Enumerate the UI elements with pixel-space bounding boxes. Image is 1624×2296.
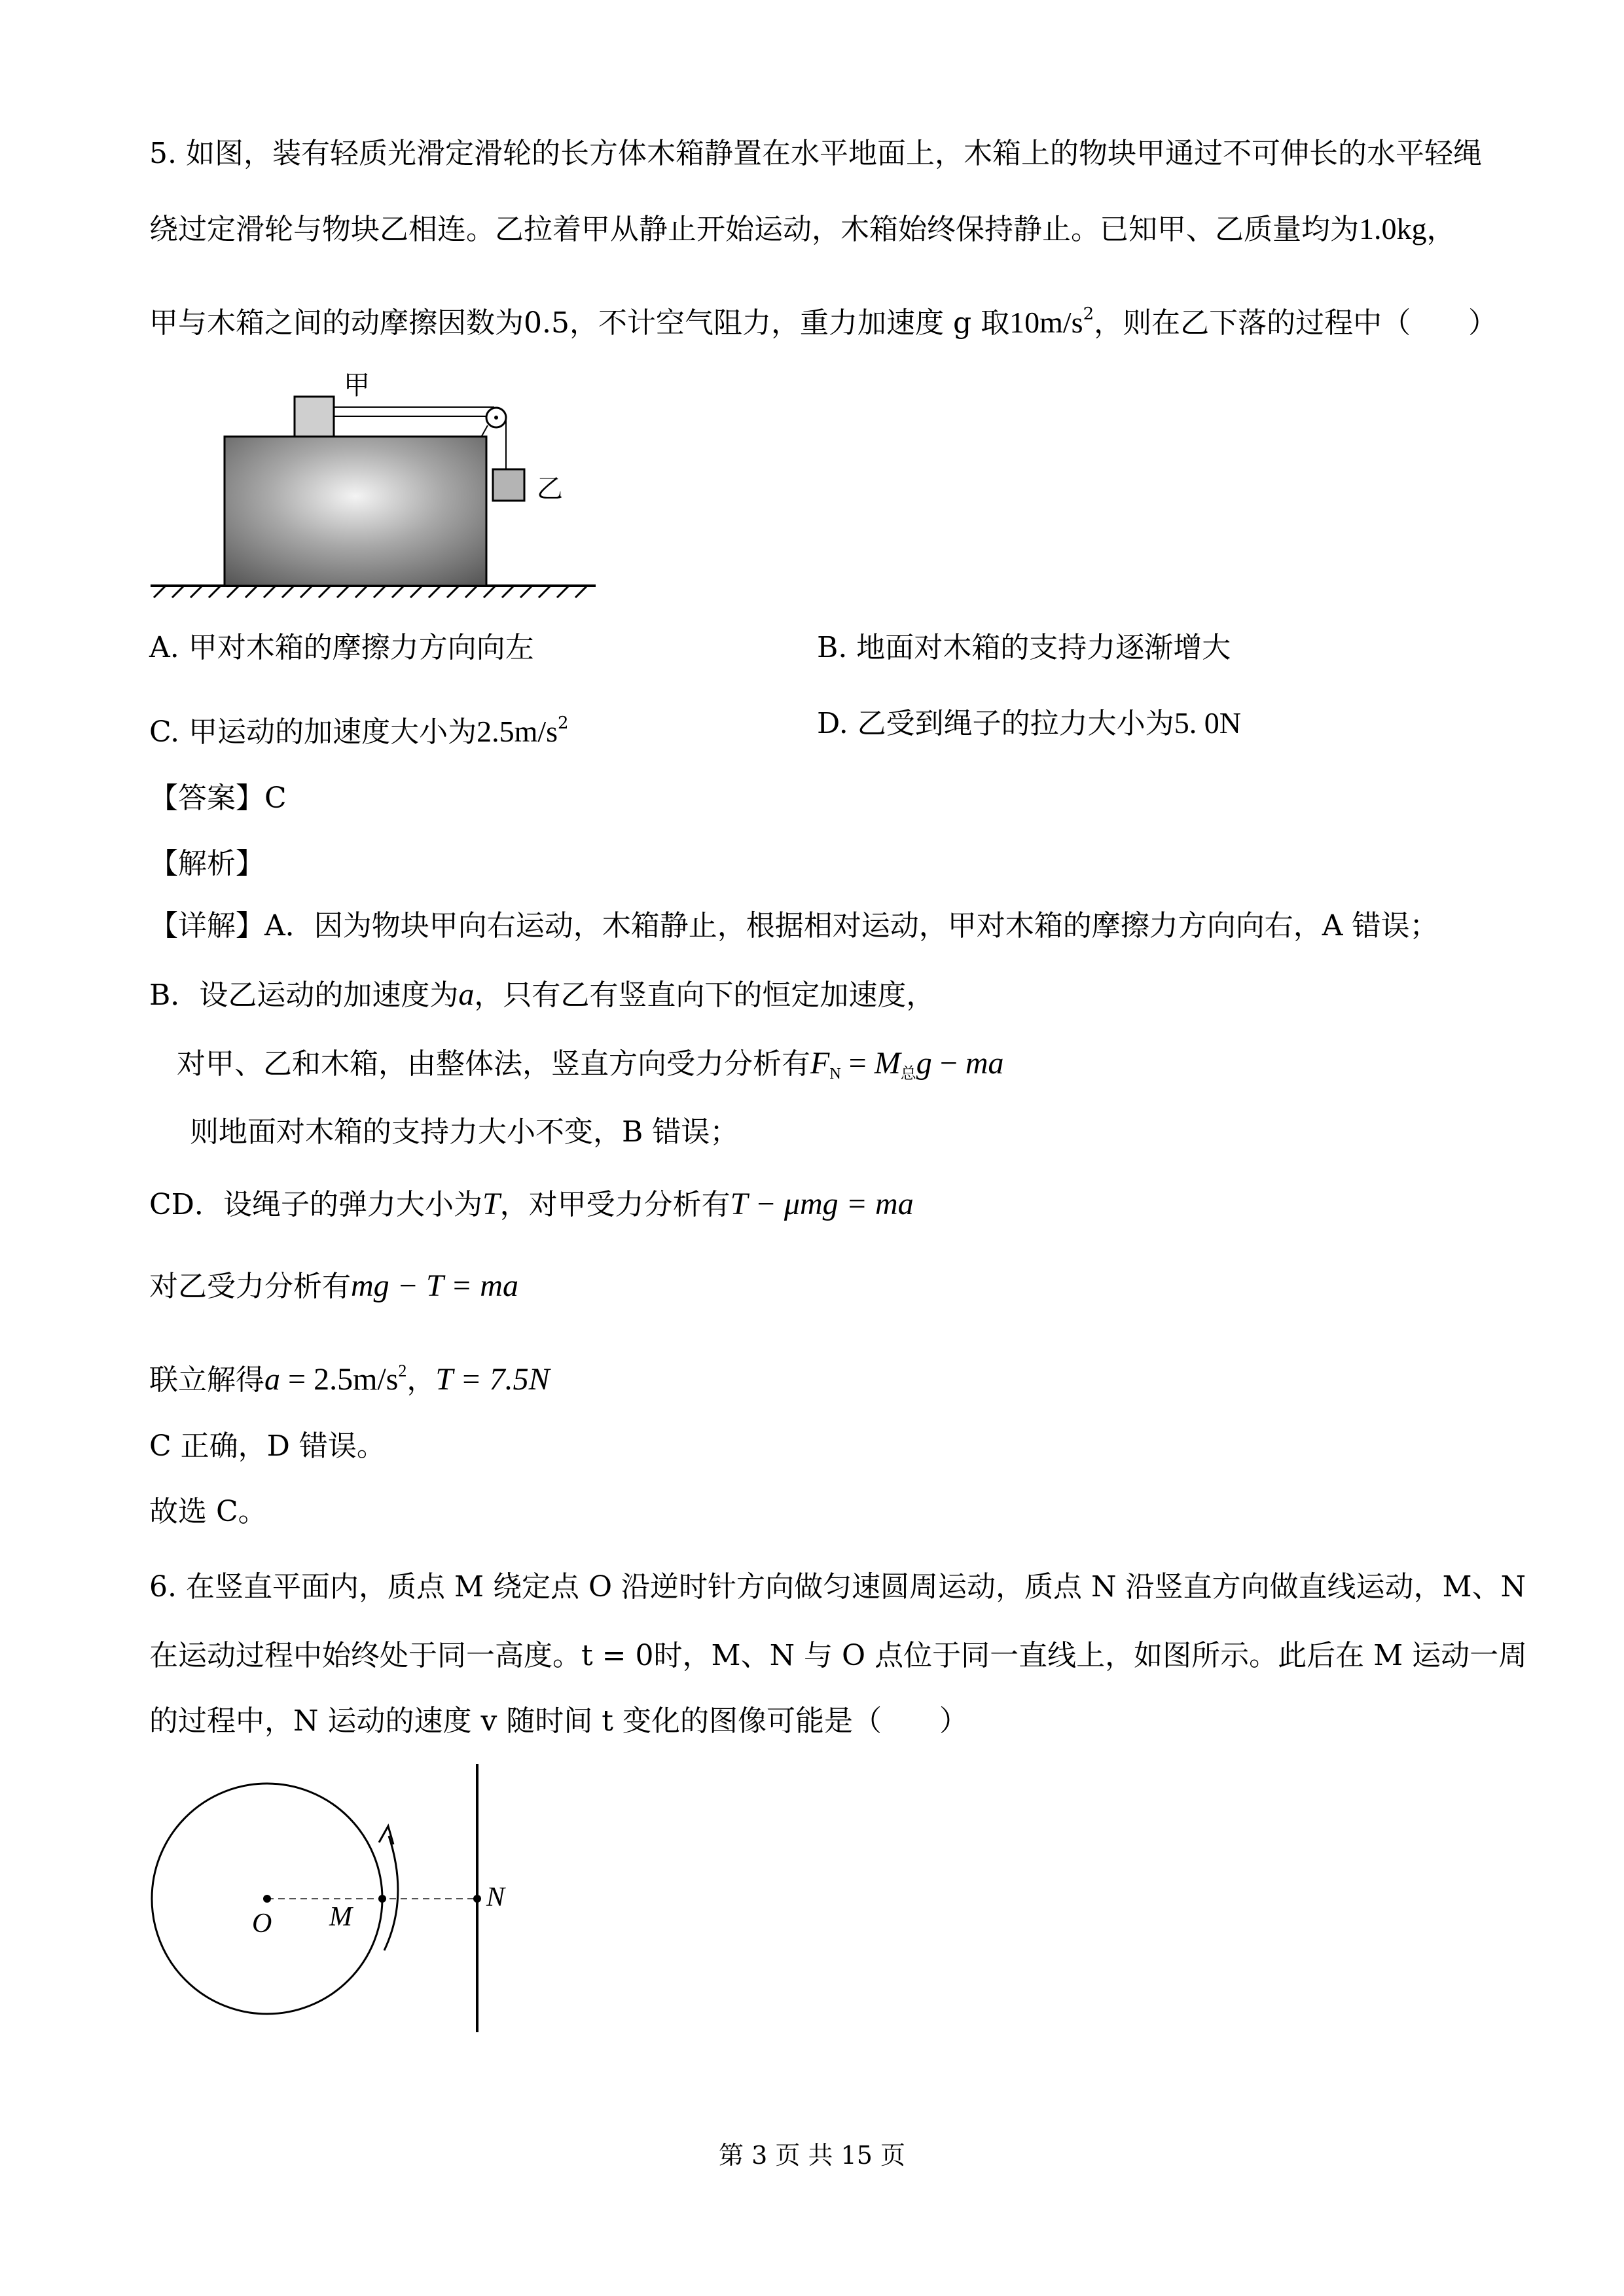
cd-equation-2: mg − T = ma	[351, 1268, 518, 1303]
q5-stem-line2-comma: ，	[1426, 213, 1456, 246]
q5-option-c-value: 2.5m/s	[477, 715, 558, 748]
b-line1-tail: ，只有乙有竖直向下的恒定加速度，	[474, 978, 935, 1012]
q5-detail-b-line2	[177, 1044, 1003, 1094]
cd-equation-1: T − μmg = ma	[730, 1187, 914, 1221]
label-n: N	[486, 1882, 505, 1912]
q5-stem-line3	[149, 295, 1497, 343]
block-jia	[295, 397, 334, 437]
q5-option-c-text: C. 甲运动的加速度大小为	[149, 715, 477, 749]
label-jia: 甲	[344, 373, 370, 401]
q5-stem-line3-tail: ，则在乙下落的过程中（ ）	[1094, 306, 1498, 340]
q5-detail-a: 【详解】A．因为物块甲向右运动，木箱静止，根据相对运动，甲对木箱的摩擦力方向向右，A 错误；	[149, 909, 1439, 942]
cd-line1-var: T	[482, 1187, 500, 1221]
block-yi	[493, 469, 524, 501]
q5-choice: 故选 C。	[149, 1495, 267, 1528]
q5-detail-cd-line2	[149, 1266, 518, 1306]
point-m	[378, 1895, 386, 1903]
q5-option-b: B. 地面对木箱的支持力逐渐增大	[817, 631, 1231, 664]
cd-result-a: $a = 2.5m/s^2$	[264, 1361, 407, 1397]
cd-line3-text: 联立解得	[149, 1363, 264, 1397]
pulley-axle	[494, 416, 498, 420]
ground-hatching	[154, 586, 587, 598]
q6-figure	[147, 1761, 540, 2036]
label-o: O	[252, 1909, 272, 1939]
b-line1-var: a	[458, 977, 475, 1012]
q5-option-a: A. 甲对木箱的摩擦力方向向左	[149, 631, 534, 664]
q5-option-d-value: 5. 0N	[1174, 706, 1241, 740]
q5-figure	[147, 373, 605, 602]
q5-answer: 【答案】C	[149, 781, 287, 815]
q5-detail-cd-line1	[149, 1185, 914, 1225]
pulley-bracket	[481, 425, 488, 437]
wooden-box	[225, 437, 486, 586]
q5-g-exp: 2	[1083, 304, 1094, 324]
q5-option-c	[149, 704, 569, 752]
cd-line3-comma: ，	[406, 1363, 436, 1397]
q5-stem-line1: 5. 如图，装有轻质光滑定滑轮的长方体木箱静置在水平地面上，木箱上的物块甲通过不可伸长的水平轻绳	[149, 137, 1482, 170]
cd-line1-text: CD．设绳子的弹力大小为	[149, 1188, 482, 1221]
q5-option-c-exp: 2	[558, 713, 569, 733]
q5-detail-b-line1	[149, 975, 935, 1015]
point-o	[263, 1895, 271, 1903]
q5-conclusion: C 正确，D 错误。	[149, 1429, 386, 1463]
label-yi: 乙	[537, 474, 563, 504]
q6-stem-line2: 在运动过程中始终处于同一高度。t = 0时，M、N 与 O 点位于同一直线上，如图所示。此后在 M 运动一周	[149, 1639, 1528, 1672]
cd-line1-mid: ，对甲受力分析有	[499, 1188, 731, 1221]
q5-option-d-text: D. 乙受到绳子的拉力大小为	[817, 707, 1174, 740]
q6-stem-line1: 6. 在竖直平面内，质点 M 绕定点 O 沿逆时针方向做匀速圆周运动，质点 N 沿竖直方向做直线运动，M、N	[149, 1570, 1526, 1604]
q6-stem-line3: 的过程中，N 运动的速度 v 随时间 t 变化的图像可能是（ ）	[149, 1704, 968, 1738]
q5-option-d	[817, 704, 1241, 744]
q5-detail-cd-line3	[149, 1352, 550, 1400]
q5-detail-b-line3: 则地面对木箱的支持力大小不变，B 错误；	[190, 1115, 739, 1149]
b-line2-equation: $F_N = M_总g$ − ma	[810, 1046, 1004, 1083]
q5-stem-line2	[149, 209, 1456, 249]
b-line2-text: 对甲、乙和木箱，由整体法，竖直方向受力分析有	[177, 1047, 810, 1081]
cd-result-t: T = 7.5N	[435, 1362, 550, 1397]
q5-g-value: 10m/s	[1009, 306, 1083, 339]
q5-stem-line2-text: 绕过定滑轮与物块乙相连。乙拉着甲从静止开始运动，木箱始终保持静止。已知甲、乙质量均为	[149, 213, 1359, 246]
q5-stem-line3-text: 甲与木箱之间的动摩擦因数为0.5，不计空气阻力，重力加速度 g 取	[149, 306, 1010, 340]
page-footer: 第 3 页 共 15 页	[719, 2141, 905, 2170]
q5-analysis-heading: 【解析】	[149, 847, 264, 880]
b-line1-text: B．设乙运动的加速度为	[149, 978, 459, 1012]
cd-line2-text: 对乙受力分析有	[149, 1270, 351, 1303]
q5-mass-value: 1.0kg	[1359, 212, 1427, 245]
label-m: M	[329, 1902, 352, 1932]
rotation-arrow	[384, 1836, 398, 1950]
